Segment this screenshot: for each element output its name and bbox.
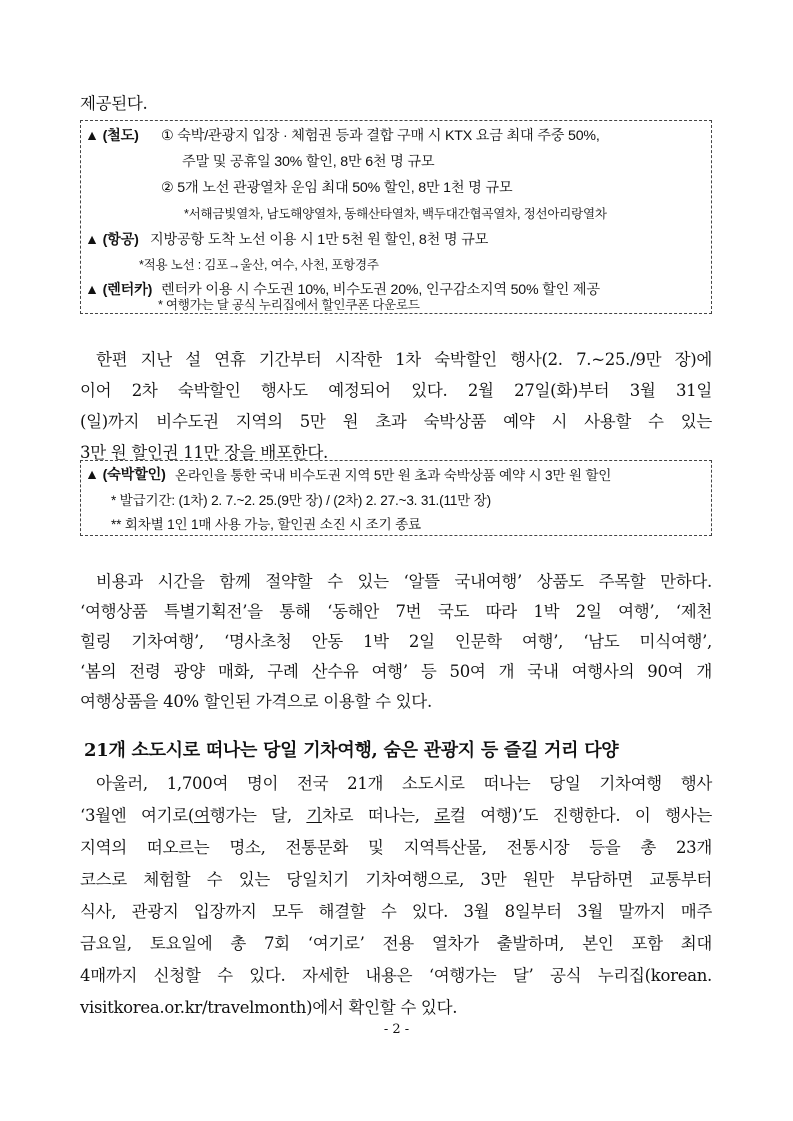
para4-line: 식사, 관광지 입장까지 모두 해결할 수 있다. 3월 8일부터 3월 말까지 매주 bbox=[80, 902, 712, 921]
lodging-discount-box bbox=[80, 460, 712, 536]
rentcar-note: * 여행가는 달 공식 누리집에서 할인쿠폰 다운로드 bbox=[158, 298, 420, 312]
rail-note: *서해금빛열차, 남도해양열차, 동해산타열차, 백두대간협곡열차, 정선아리랑열차 bbox=[184, 207, 607, 221]
transport-discount-box bbox=[80, 120, 712, 314]
lodging-label: ▲ (숙박할인) bbox=[85, 467, 166, 483]
lodging-text: 온라인을 통한 국내 비수도권 지역 5만 원 초과 숙박상품 예약 시 3만 원 할인 bbox=[175, 468, 612, 483]
text: 행가는 달, bbox=[209, 806, 307, 825]
para2-line: 이어 2차 숙박할인 행사도 예정되어 있다. 2월 27일(화)부터 3월 31일 bbox=[80, 381, 712, 400]
para4-line: 4매까지 신청할 수 있다. 자세한 내용은 ‘여행가는 달’ 공식 누리집(korean. bbox=[80, 966, 712, 985]
para2-line: 한편 지난 설 연휴 기간부터 시작한 1차 숙박할인 행사(2. 7.~25./9만 장)에 bbox=[96, 350, 712, 369]
para4-line: 코스로 체험할 수 있는 당일치기 기차여행으로, 3만 원만 부담하면 교통부터 bbox=[80, 870, 712, 889]
para3-line: 여행상품을 40% 할인된 가격으로 이용할 수 있다. bbox=[80, 692, 432, 711]
air-label: ▲ (항공) bbox=[85, 232, 139, 248]
rail-label: ▲ (철도) bbox=[85, 128, 139, 144]
para4-line: 금요일, 토요일에 총 7회 ‘여기로’ 전용 열차가 출발하며, 본인 포함 최대 bbox=[80, 934, 712, 953]
rail-item-2: ② 5개 노선 관광열차 운임 최대 50% 할인, 8만 1천 명 규모 bbox=[161, 180, 513, 196]
para3-line: 힐링 기차여행’, ‘명사초청 안동 1박 2일 인문학 여행’, ‘남도 미식여행’, bbox=[80, 632, 712, 651]
text: 차로 떠나는, bbox=[322, 806, 435, 825]
air-note: *적용 노선 : 김포→울산, 여수, 사천, 포항경주 bbox=[139, 258, 379, 272]
lodging-note-1: * 발급기간: (1차) 2. 7.~2. 25.(9만 장) / (2차) 2. 27.~3. 31.(11만 장) bbox=[111, 493, 491, 508]
underlined-char: 로 bbox=[434, 806, 450, 825]
rentcar-label: ▲ (렌터카) bbox=[85, 282, 153, 298]
air-text: 지방공항 도착 노선 이용 시 1만 5천 원 할인, 8천 명 규모 bbox=[150, 232, 489, 248]
para4-line: 지역의 떠오르는 명소, 전통문화 및 지역특산물, 전통시장 등을 총 23개 bbox=[80, 838, 712, 857]
rail-item-1-cont: 주말 및 공휴일 30% 할인, 8만 6천 명 규모 bbox=[182, 154, 435, 170]
para4-line-with-underline bbox=[80, 802, 712, 826]
para3-line: ‘봄의 전령 광양 매화, 구례 산수유 여행’ 등 50여 개 국내 여행사의 90여 개 bbox=[80, 662, 712, 681]
para3-line: 비용과 시간을 함께 절약할 수 있는 ‘알뜰 국내여행’ 상품도 주목할 만하다. bbox=[96, 572, 712, 591]
text: ‘3월엔 여기로( bbox=[80, 806, 195, 825]
intro-line: 제공된다. bbox=[80, 94, 148, 113]
rail-item-1: ① 숙박/관광지 입장 · 체험권 등과 결합 구매 시 KTX 요금 최대 주중 50%, bbox=[161, 128, 600, 144]
page-number: - 2 - bbox=[383, 1022, 410, 1037]
para4-line: 아울러, 1,700여 명이 전국 21개 소도시로 떠나는 당일 기차여행 행사 bbox=[96, 774, 712, 793]
para4-line: visitkorea.or.kr/travelmonth)에서 확인할 수 있다. bbox=[80, 998, 458, 1017]
rentcar-text: 렌터카 이용 시 수도권 10%, 비수도권 20%, 인구감소지역 50% 할인 제공 bbox=[161, 282, 600, 298]
underlined-char: 여 bbox=[194, 806, 210, 825]
underlined-char: 기 bbox=[306, 806, 323, 825]
text: 컬 여행)’도 진행한다. 이 행사는 bbox=[449, 806, 712, 825]
section-heading: 21개 소도시로 떠나는 당일 기차여행, 숨은 관광지 등 즐길 거리 다양 bbox=[84, 740, 619, 761]
lodging-note-2: ** 회차별 1인 1매 사용 가능, 할인권 소진 시 조기 종료 bbox=[111, 517, 421, 532]
para2-line: 3만 원 할인권 11만 장을 배포한다. bbox=[80, 443, 328, 462]
para3-line: ‘여행상품 특별기획전’을 통해 ‘동해안 7번 국도 따라 1박 2일 여행’, ‘제천 bbox=[80, 602, 712, 621]
para2-line: (일)까지 비수도권 지역의 5만 원 초과 숙박상품 예약 시 사용할 수 있는 bbox=[80, 412, 712, 431]
